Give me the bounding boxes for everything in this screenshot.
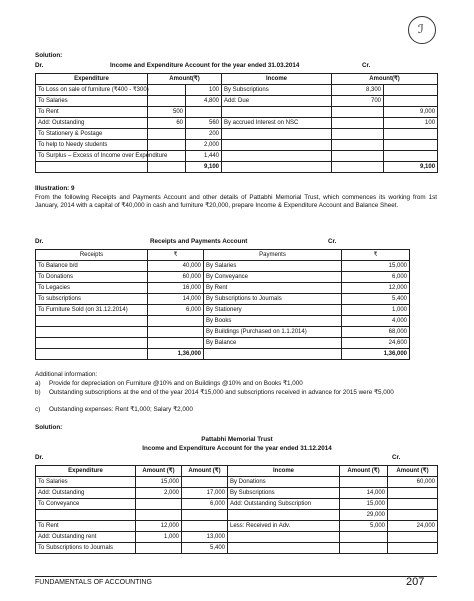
cell: 17,000 — [182, 488, 228, 499]
list-marker: b) — [35, 389, 41, 396]
cell: 12,000 — [342, 283, 410, 294]
table-row — [36, 477, 438, 488]
table-row — [36, 305, 410, 316]
illustration-label: Illustration: 9 — [35, 185, 75, 192]
col-header: Expenditure — [36, 74, 148, 85]
cell — [182, 477, 228, 488]
cell: 560 — [186, 118, 222, 129]
cell: 12,000 — [136, 521, 182, 532]
cell: 14,000 — [340, 488, 388, 499]
col-header: Amount(₹) — [332, 74, 438, 85]
col-header: Expenditure — [36, 466, 136, 477]
cell: 2,000 — [136, 488, 182, 499]
cell — [340, 532, 388, 543]
col-header: Amount (₹) — [340, 466, 388, 477]
table-row — [36, 283, 410, 294]
cell: 60 — [148, 118, 186, 129]
cell: 4,800 — [186, 96, 222, 107]
cell: 60,000 — [148, 272, 204, 283]
cell: By Donations — [228, 477, 340, 488]
table-row — [36, 338, 410, 349]
cell: To Conveyance — [36, 499, 136, 510]
cell: To Donations — [36, 272, 148, 283]
cell: Add: Outstanding — [36, 488, 136, 499]
cell: 15,000 — [342, 261, 410, 272]
cell: 15,000 — [136, 477, 182, 488]
cell: 1,000 — [342, 305, 410, 316]
cell — [384, 140, 438, 151]
list-item: Outstanding expenses: Rent ₹1,000; Salary ₹2,000 — [49, 406, 193, 413]
cell: By Stationery — [204, 305, 342, 316]
cell: 6,000 — [342, 272, 410, 283]
table-row — [36, 96, 438, 107]
cell: By Subscriptions to Journals — [204, 294, 342, 305]
table-row — [36, 532, 438, 543]
cell: 16,000 — [148, 283, 204, 294]
cell — [36, 510, 136, 521]
cell — [384, 96, 438, 107]
cell: 40,000 — [148, 261, 204, 272]
cell: 5,400 — [342, 294, 410, 305]
cell: Add: Outstanding — [36, 118, 148, 129]
solution-label: Solution: — [35, 424, 63, 431]
cell: 68,000 — [342, 327, 410, 338]
cell — [148, 338, 204, 349]
cell — [384, 129, 438, 140]
organisation-name: Pattabhi Memorial Trust — [201, 436, 273, 443]
cell: 500 — [148, 107, 186, 118]
cell: 5,400 — [182, 543, 228, 554]
list-item: Provide for depreciation on Furniture @10% and on Buildings @10% and on Books ₹1,000 — [49, 380, 303, 387]
cell — [36, 327, 148, 338]
section-title: Receipts and Payments Account — [150, 238, 248, 245]
cell — [388, 510, 438, 521]
cell: By Books — [204, 316, 342, 327]
col-header: Amount (₹) — [388, 466, 438, 477]
cell — [388, 499, 438, 510]
cr-label: Cr. — [392, 454, 401, 461]
cell: By Conveyance — [204, 272, 342, 283]
dr-label: Dr. — [35, 238, 44, 245]
solution-label: Solution: — [35, 52, 63, 59]
table-row — [36, 543, 438, 554]
cell: By Rent — [204, 283, 342, 294]
col-header: Income — [228, 466, 340, 477]
dr-label: Dr. — [35, 62, 44, 69]
total-row — [36, 162, 438, 173]
cell: 9,000 — [384, 107, 438, 118]
cell: To Balance b/d — [36, 261, 148, 272]
cell: Add: Outstanding Subscription — [228, 499, 340, 510]
footer-rule — [35, 576, 437, 577]
cell: 29,000 — [340, 510, 388, 521]
cell — [222, 140, 332, 151]
cell: 13,000 — [182, 532, 228, 543]
cell — [182, 521, 228, 532]
cell — [136, 510, 182, 521]
cell: 15,000 — [340, 499, 388, 510]
cell — [222, 151, 332, 162]
cell: 4,000 — [342, 316, 410, 327]
receipts-payments-table — [35, 249, 410, 360]
total-left: 1,36,000 — [148, 349, 204, 360]
total-row — [36, 349, 410, 360]
cell: 5,000 — [340, 521, 388, 532]
table-row — [36, 316, 410, 327]
total-left: 9,100 — [186, 162, 222, 173]
cell — [182, 510, 228, 521]
cr-label: Cr. — [362, 62, 371, 69]
list-marker: c) — [35, 406, 41, 413]
table-row — [36, 151, 438, 162]
cell — [186, 107, 222, 118]
cell: 24,600 — [342, 338, 410, 349]
cell — [136, 543, 182, 554]
cell — [36, 316, 148, 327]
cell: To Loss on sale of furniture (₹400 - ₹300) — [36, 85, 148, 96]
col-header: Income — [222, 74, 332, 85]
table-row — [36, 521, 438, 532]
cell — [148, 327, 204, 338]
cell — [148, 140, 186, 151]
table-row — [36, 488, 438, 499]
cell: By Salaries — [204, 261, 342, 272]
total-right: 9,100 — [384, 162, 438, 173]
table-row — [36, 261, 410, 272]
cell: To Furniture Sold (on 31.12.2014) — [36, 305, 148, 316]
income-expenditure-table-2014-03 — [35, 73, 438, 173]
table-row — [36, 118, 438, 129]
cell: 2,000 — [186, 140, 222, 151]
cell: Add: Outstanding rent — [36, 532, 136, 543]
cell: By accrued Interest on NSC — [222, 118, 332, 129]
table-row — [36, 272, 410, 283]
table-row — [36, 510, 438, 521]
cell — [340, 477, 388, 488]
cell — [384, 85, 438, 96]
cell: 1,000 — [136, 532, 182, 543]
cell: By Subscriptions — [228, 488, 340, 499]
table-row — [36, 294, 410, 305]
cell — [36, 338, 148, 349]
cell: 6,000 — [148, 305, 204, 316]
cell: By Balance — [204, 338, 342, 349]
section-title: Income and Expenditure Account for the year ended 31.03.2014 — [110, 62, 300, 69]
additional-info-label: Additional information: — [35, 371, 98, 378]
cell — [388, 532, 438, 543]
cell — [136, 499, 182, 510]
illustration-text: From the following Receipts and Payments Account and other details of Pattabhi Memorial Trust, which commences its working from 1st January, 2014 with a capital of ₹40,000 in cash and furniture ₹20,000, prepare Income & Expenditure Account and Balance Sheet. — [35, 194, 437, 209]
table-row — [36, 499, 438, 510]
col-header: Amount (₹) — [182, 466, 228, 477]
table-row — [36, 140, 438, 151]
cell — [148, 96, 186, 107]
cell — [228, 532, 340, 543]
col-header: ₹ — [148, 250, 204, 261]
cell: 1,440 — [186, 151, 222, 162]
cell: 200 — [186, 129, 222, 140]
cell: By Subscriptions — [222, 85, 332, 96]
table-row — [36, 327, 410, 338]
cell: To Subscriptions to Journals — [36, 543, 136, 554]
list-item: Outstanding subscriptions at the end of the year 2014 ₹15,000 and subscriptions received in advance for 2015 were ₹5,000 — [49, 389, 394, 396]
cell: 60,000 — [388, 477, 438, 488]
cell — [222, 129, 332, 140]
cell — [384, 151, 438, 162]
cell: 8,300 — [332, 85, 384, 96]
cell — [148, 129, 186, 140]
dr-label: Dr. — [35, 454, 44, 461]
cell — [332, 129, 384, 140]
cell: To Rent — [36, 107, 148, 118]
cell: To Stationery & Postage — [36, 129, 148, 140]
col-header: ₹ — [342, 250, 410, 261]
col-header: Amount(₹) — [148, 74, 222, 85]
col-header: Payments — [204, 250, 342, 261]
income-expenditure-table-2014-12 — [35, 465, 438, 554]
cell: 6,000 — [182, 499, 228, 510]
total-right: 1,36,000 — [342, 349, 410, 360]
cell: To subscriptions — [36, 294, 148, 305]
cell — [332, 151, 384, 162]
cell — [332, 118, 384, 129]
cell — [388, 488, 438, 499]
cell — [148, 316, 204, 327]
institute-logo-icon: ℐ — [408, 16, 436, 44]
footer-book-title: FUNDAMENTALS OF ACCOUNTING — [35, 579, 152, 586]
cell: To Salaries — [36, 96, 148, 107]
table-row — [36, 129, 438, 140]
cell — [332, 140, 384, 151]
list-marker: a) — [35, 380, 41, 387]
page-number: 207 — [406, 576, 425, 588]
cell — [332, 107, 384, 118]
cell — [228, 543, 340, 554]
cell — [148, 85, 186, 96]
cell: 700 — [332, 96, 384, 107]
col-header: Receipts — [36, 250, 148, 261]
cell — [388, 543, 438, 554]
cell: Add: Due — [222, 96, 332, 107]
cell: 24,000 — [388, 521, 438, 532]
col-header: Amount (₹) — [136, 466, 182, 477]
cell: Less: Received in Adv. — [228, 521, 340, 532]
table-row — [36, 85, 438, 96]
cell — [340, 543, 388, 554]
cell: To Salaries — [36, 477, 136, 488]
cell: To Rent — [36, 521, 136, 532]
section-title: Income and Expenditure Account for the year ended 31.12.2014 — [142, 445, 332, 452]
table-row — [36, 107, 438, 118]
cell: 100 — [384, 118, 438, 129]
cr-label: Cr. — [328, 238, 337, 245]
cell: To help to Needy students — [36, 140, 148, 151]
cell: To Legacies — [36, 283, 148, 294]
cell: 100 — [186, 85, 222, 96]
cell: 14,000 — [148, 294, 204, 305]
cell: By Buildings (Purchased on 1.1.2014) — [204, 327, 342, 338]
cell: To Surplus – Excess of Income over Expenditure — [36, 151, 148, 162]
cell — [222, 107, 332, 118]
cell — [228, 510, 340, 521]
